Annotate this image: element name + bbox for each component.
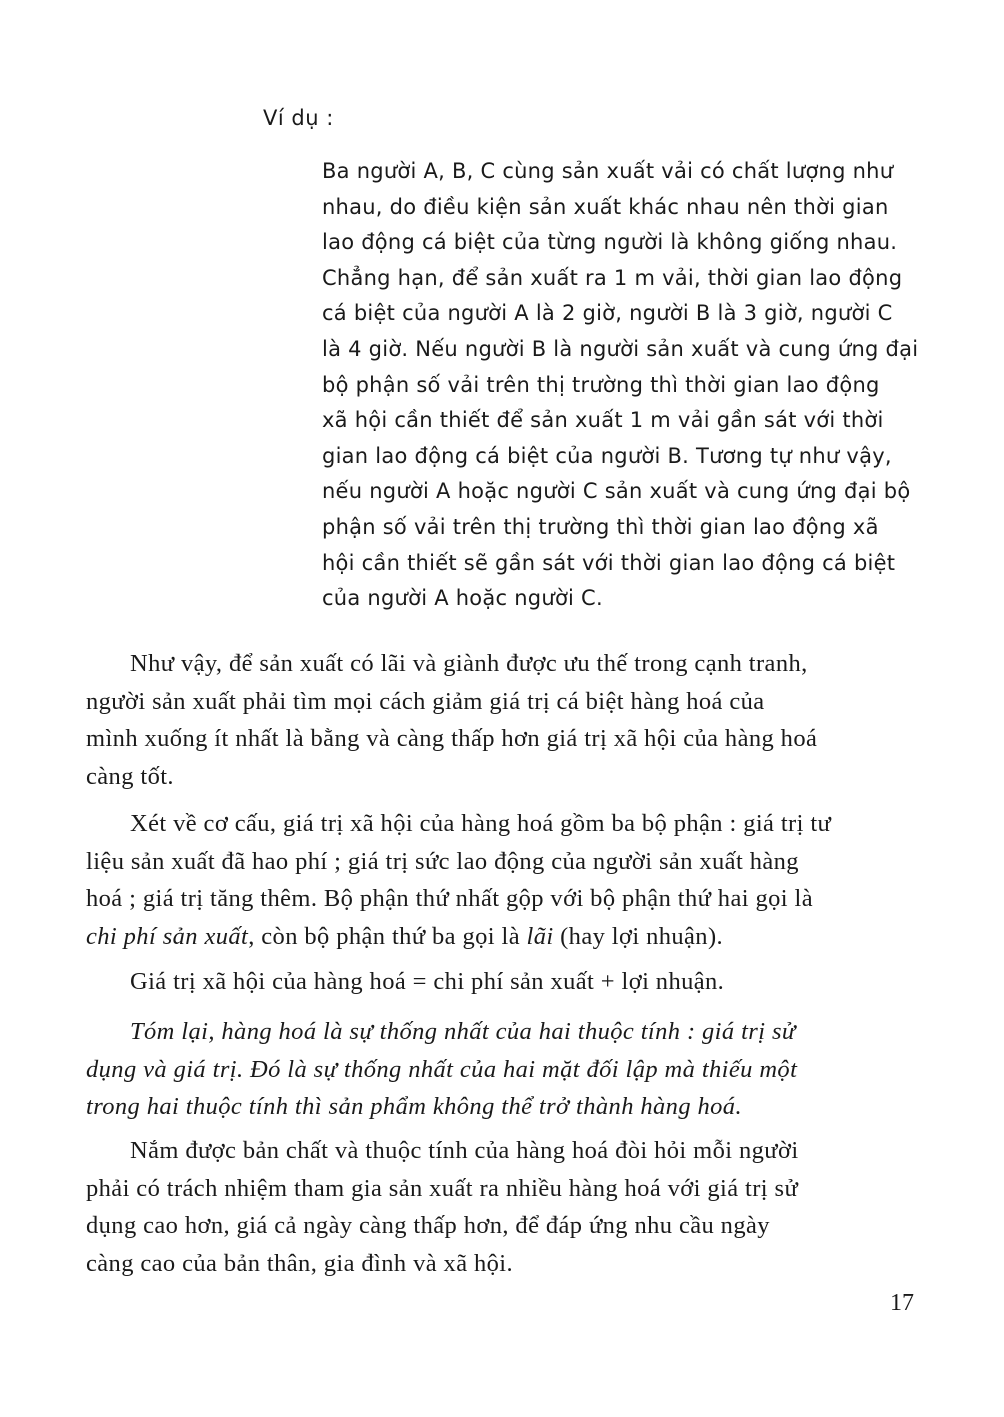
example-line: bộ phận số vải trên thị trường thì thời gian lao động <box>322 372 880 397</box>
text-fragment: (hay lợi nhuận). <box>553 922 724 950</box>
text-line: hoá ; giá trị tăng thêm. Bộ phận thứ nhất gộp với bộ phận thứ hai gọi là <box>86 885 813 912</box>
formula-line: Giá trị xã hội của hàng hoá = chi phí sản xuất + lợi nhuận. <box>130 968 725 995</box>
example-line: phận số vải trên thị trường thì thời gian lao động xã <box>322 514 879 539</box>
example-line: hội cần thiết sẽ gần sát với thời gian lao động cá biệt <box>322 550 896 575</box>
text-line: Tóm lại, hàng hoá là sự thống nhất của hai thuộc tính : giá trị sử <box>130 1018 796 1045</box>
text-line: càng tốt. <box>86 762 174 790</box>
text-line: người sản xuất phải tìm mọi cách giảm giá trị cá biệt hàng hoá của <box>86 687 765 715</box>
paragraph-formula <box>86 963 918 1001</box>
text-line: mình xuống ít nhất là bằng và càng thấp hơn giá trị xã hội của hàng hoá <box>86 725 818 752</box>
example-line: lao động cá biệt của từng người là không giống nhau. <box>322 230 898 255</box>
term-production-cost: chi phí sản xuất <box>86 922 249 950</box>
paragraph-responsibility <box>86 1132 918 1282</box>
example-line: là 4 giờ. Nếu người B là người sản xuất và cung ứng đại <box>322 336 919 361</box>
text-line: càng cao của bản thân, gia đình và xã hội. <box>86 1249 514 1277</box>
text-line: dụng và giá trị. Đó là sự thống nhất của hai mặt đối lập mà thiếu một <box>86 1055 798 1083</box>
page-number: 17 <box>890 1290 914 1316</box>
paragraph-structure <box>86 805 918 955</box>
example-line: Chẳng hạn, để sản xuất ra 1 m vải, thời gian lao động <box>322 265 903 290</box>
example-line: gian lao động cá biệt của người B. Tương tự như vậy, <box>322 443 892 468</box>
example-line: xã hội cần thiết để sản xuất 1 m vải gần sát với thời <box>322 408 884 433</box>
text-line: Như vậy, để sản xuất có lãi và giành được ưu thế trong cạnh tranh, <box>130 650 808 677</box>
text-fragment: , còn bộ phận thứ ba gọi là <box>248 922 527 950</box>
text-line <box>86 918 918 956</box>
example-line: Ba người A, B, C cùng sản xuất vải có chất lượng như <box>322 159 894 183</box>
example-line: nếu người A hoặc người C sản xuất và cung ứng đại bộ <box>322 479 911 504</box>
text-line: phải có trách nhiệm tham gia sản xuất ra nhiều hàng hoá với giá trị sử <box>86 1174 799 1202</box>
text-line: Xét về cơ cấu, giá trị xã hội của hàng hoá gồm ba bộ phận : giá trị tư <box>130 810 832 837</box>
text-line: liệu sản xuất đã hao phí ; giá trị sức lao động của người sản xuất hàng <box>86 847 799 875</box>
paragraph-conclusion <box>86 645 918 795</box>
text-line: dụng cao hơn, giá cả ngày càng thấp hơn, để đáp ứng nhu cầu ngày <box>86 1212 770 1239</box>
term-profit: lãi <box>526 922 554 950</box>
example-heading: Ví dụ : <box>263 106 334 130</box>
text-line: trong hai thuộc tính thì sản phẩm không thể trở thành hàng hoá. <box>86 1093 742 1120</box>
example-block <box>322 154 922 617</box>
example-line: nhau, do điều kiện sản xuất khác nhau nên thời gian <box>322 194 889 219</box>
example-line: của người A hoặc người C. <box>322 586 603 611</box>
paragraph-summary <box>86 1013 918 1126</box>
text-line: Nắm được bản chất và thuộc tính của hàng hoá đòi hỏi mỗi người <box>130 1137 799 1164</box>
example-line: cá biệt của người A là 2 giờ, người B là 3 giờ, người C <box>322 301 893 326</box>
